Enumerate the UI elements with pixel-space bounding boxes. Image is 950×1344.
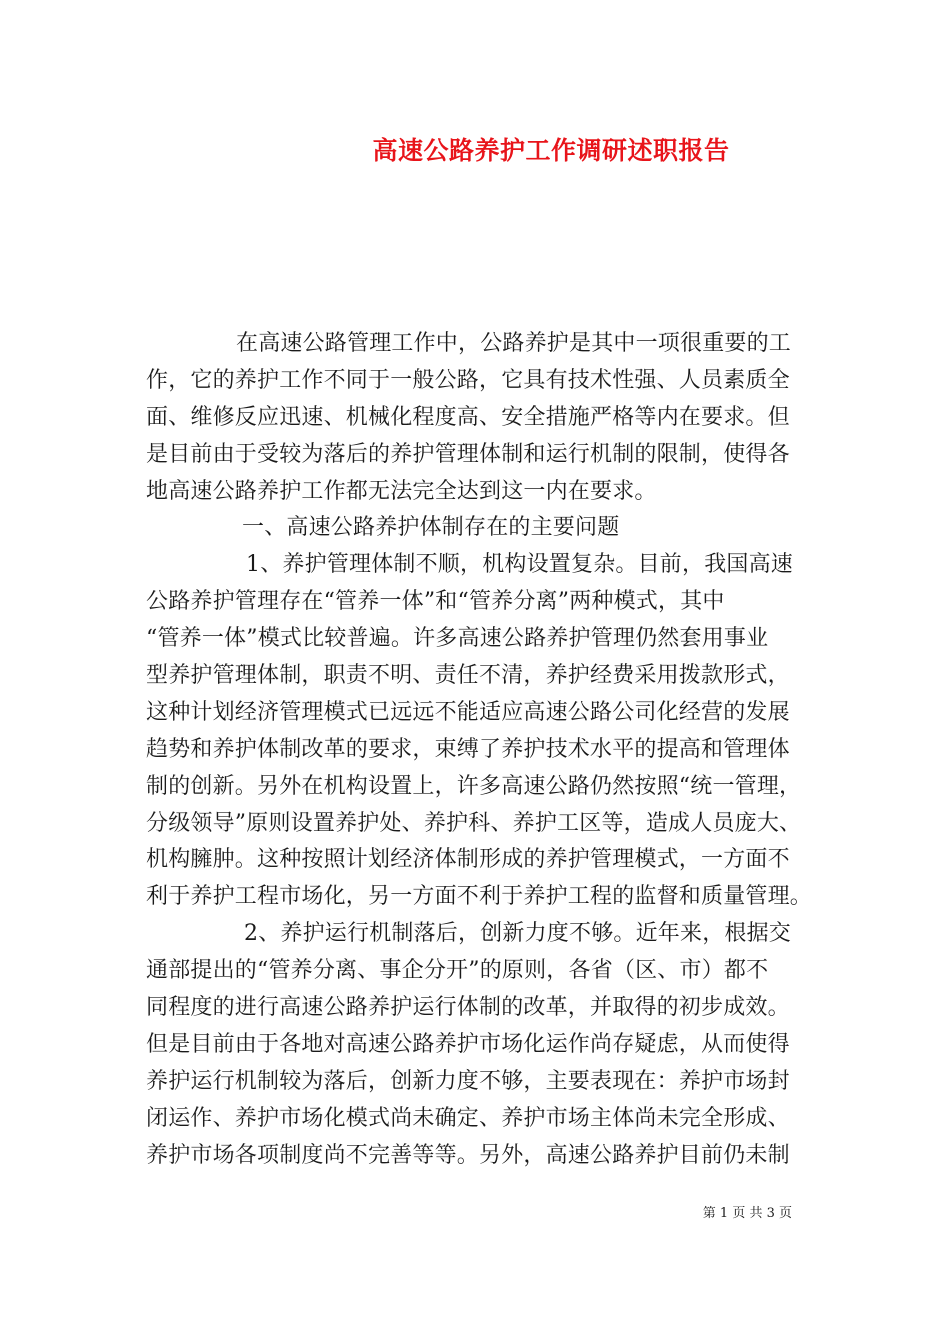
text-line: 这种计划经济管理模式已远远不能适应高速公路公司化经营的发展 [146, 699, 790, 725]
text-line: 利于养护工程市场化，另一方面不利于养护工程的监督和质量管理。 [146, 884, 813, 910]
document-body [146, 326, 818, 1174]
text-line: 制的创新。另外在机构设置上，许多高速公路仍然按照“统一管理， [146, 773, 802, 799]
text-line: 地高速公路养护工作都无法完全达到这一内在要求。 [146, 478, 657, 504]
text-line: 通部提出的“管养分离、事企分开”的原则，各省（区、市）都不 [146, 958, 769, 984]
text-line: 作，它的养护工作不同于一般公路，它具有技术性强、人员素质全 [146, 367, 790, 393]
text-line: 但是目前由于各地对高速公路养护市场化运作尚存疑虑，从而使得 [146, 1031, 790, 1057]
text-line: 型养护管理体制，职责不明、责任不清，养护经费采用拨款形式， [146, 663, 790, 689]
text-line: 是目前由于受较为落后的养护管理体制和运行机制的限制，使得各 [146, 441, 790, 467]
text-line: 公路养护管理存在“管养一体”和“管养分离”两种模式，其中 [146, 589, 725, 615]
document-title: 高速公路养护工作调研述职报告 [372, 136, 730, 165]
text-line: 同程度的进行高速公路养护运行体制的改革，并取得的初步成效。 [146, 995, 790, 1021]
text-line: 1、养护管理体制不顺，机构设置复杂。目前，我国高速 [246, 552, 793, 578]
text-line: 机构臃肿。这种按照计划经济体制形成的养护管理模式，一方面不 [146, 847, 790, 873]
text-line: 在高速公路管理工作中，公路养护是其中一项很重要的工 [236, 331, 792, 356]
text-line: “管养一体”模式比较普遍。许多高速公路养护管理仍然套用事业 [146, 626, 769, 652]
section-heading: 一、高速公路养护体制存在的主要问题 [242, 515, 620, 541]
text-line: 养护运行机制较为落后，创新力度不够，主要表现在：养护市场封 [146, 1068, 790, 1094]
text-line: 趋势和养护体制改革的要求，束缚了养护技术水平的提高和管理体 [146, 736, 790, 762]
page-number: 第 1 页 共 3 页 [702, 1206, 792, 1221]
text-line: 分级领导”原则设置养护处、养护科、养护工区等，造成人员庞大、 [146, 810, 802, 836]
text-line: 闭运作、养护市场化模式尚未确定、养护市场主体尚未完全形成、 [146, 1105, 790, 1131]
text-line: 2、养护运行机制落后，创新力度不够。近年来，根据交 [244, 921, 791, 947]
text-line: 面、维修反应迅速、机械化程度高、安全措施严格等内在要求。但 [146, 404, 790, 430]
text-line: 养护市场各项制度尚不完善等等。另外，高速公路养护目前仍未制 [146, 1142, 790, 1168]
